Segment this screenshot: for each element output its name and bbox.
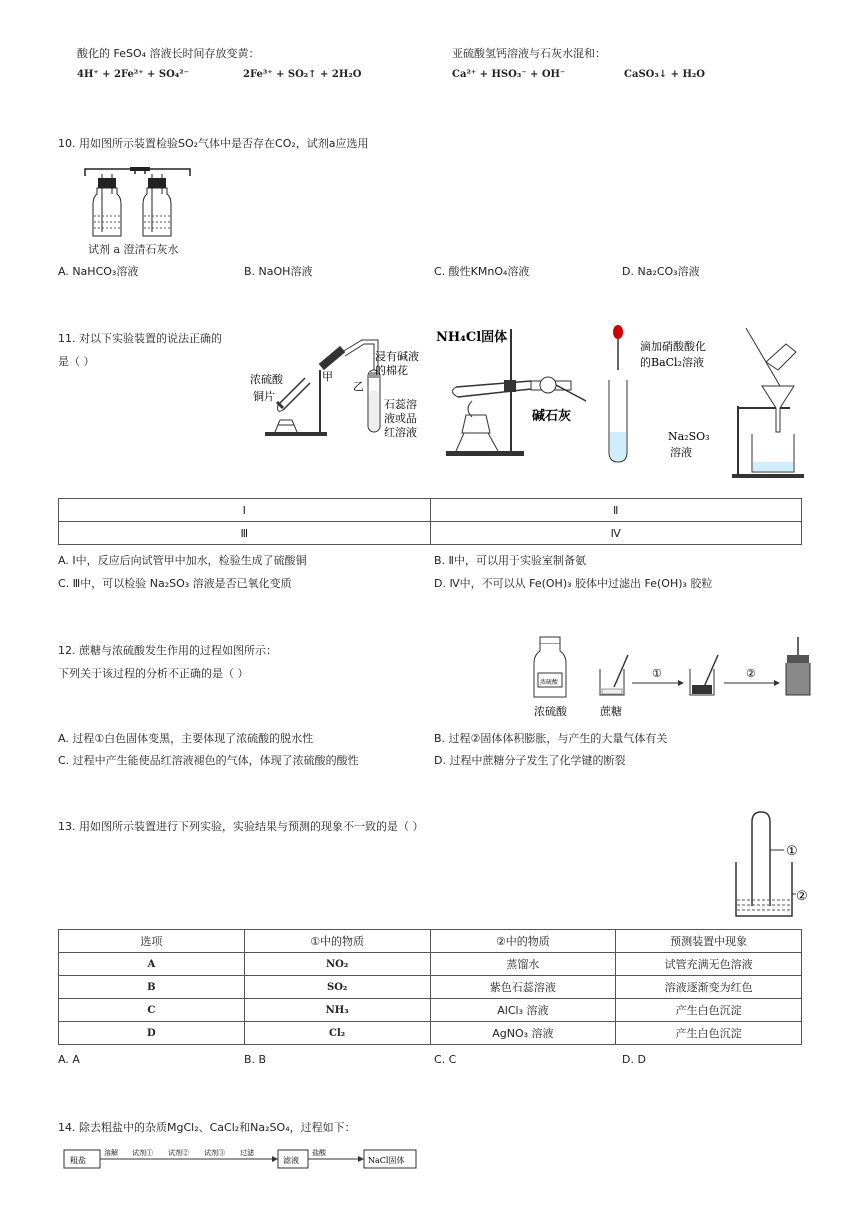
q13-option-d[interactable]: D. D xyxy=(622,1053,646,1066)
fig1-label-sol1: 石蕊溶 xyxy=(384,398,417,411)
q14-stem: 14. 除去粗盐中的杂质MgCl₂、CaCl₂和Na₂SO₄，过程如下： xyxy=(58,1121,356,1134)
q13-experiment-table xyxy=(58,929,802,1045)
q12-bottle-label: 浓硫酸 xyxy=(540,679,559,686)
q13-mark-2: ② xyxy=(796,889,808,904)
q13-option-c[interactable]: C. C xyxy=(434,1053,457,1066)
q12-sugar-acid-process-figure xyxy=(528,633,814,721)
q10-option-a[interactable]: A. NaHCO₃溶液 xyxy=(58,265,139,278)
q12-sub: 下列关于该过程的分析不正确的是（ ） xyxy=(58,667,249,680)
q13-inverted-tube-figure xyxy=(730,810,814,920)
q13-cell: Cl₂ xyxy=(244,1022,430,1045)
q13-cell: D xyxy=(59,1022,245,1045)
table-row xyxy=(59,999,802,1022)
left-reaction-title: 酸化的 FeSO₄ 溶液长时间存放变黄： xyxy=(77,47,260,60)
right-equation-rhs: CaSO₃↓ + H₂O xyxy=(624,69,706,80)
q13-cell: A xyxy=(59,953,245,976)
fig1-label-cotton2: 的棉花 xyxy=(375,364,408,377)
fig1-label-cotton1: 浸有碱液 xyxy=(375,350,419,363)
q11-figure-3-sulfite-test xyxy=(600,320,725,470)
q14-step-filter: 过滤 xyxy=(240,1149,254,1157)
q13-table-header-row xyxy=(59,930,802,953)
q11-table-row xyxy=(59,499,802,522)
q14-step-dissolve: 溶解 xyxy=(104,1149,118,1157)
q11-option-c[interactable]: C. Ⅲ中，可以检验 Na₂SO₃ 溶液是否已氧化变质 xyxy=(58,577,292,590)
q12-option-d[interactable]: D. 过程中蔗糖分子发生了化学键的断裂 xyxy=(434,754,626,767)
q13-cell: B xyxy=(59,976,245,999)
table-row xyxy=(59,1022,802,1045)
q12-step2: ② xyxy=(746,667,756,680)
q13-cell: 蒸馏水 xyxy=(430,953,616,976)
q13-cell: NO₂ xyxy=(244,953,430,976)
fig2-label-lime: 碱石灰 xyxy=(532,409,572,424)
q14-step-reagent3: 试剂③ xyxy=(204,1149,225,1157)
fig3-label-top2: 的BaCl₂溶液 xyxy=(640,356,704,369)
q10-option-c[interactable]: C. 酸性KMnO₄溶液 xyxy=(434,265,530,278)
q11-table-cell: Ⅱ xyxy=(430,499,802,522)
q11-table-cell: Ⅲ xyxy=(59,522,431,545)
q13-mark-1: ① xyxy=(786,844,798,859)
q13-cell: SO₂ xyxy=(244,976,430,999)
q11-figure-2-ammonia-preparation xyxy=(436,325,596,460)
q12-option-a[interactable]: A. 过程①白色固体变黑，主要体现了浓硫酸的脱水性 xyxy=(58,732,314,745)
q14-step-reagent1: 试剂① xyxy=(132,1149,153,1157)
q13-cell: 试管充满无色溶液 xyxy=(616,953,802,976)
q12-option-b[interactable]: B. 过程②固体体积膨胀，与产生的大量气体有关 xyxy=(434,732,668,745)
fig1-label-sol2: 液或品 xyxy=(384,412,417,425)
q12-label-acid: 浓硫酸 xyxy=(534,705,567,718)
q12-step1: ① xyxy=(652,667,662,680)
q12-option-c[interactable]: C. 过程中产生能使品红溶液褪色的气体，体现了浓硫酸的酸性 xyxy=(58,754,359,767)
q10-figure-caption: 试剂 a 澄清石灰水 xyxy=(88,243,179,256)
q13-header-substance1: ①中的物质 xyxy=(244,930,430,953)
q12-stem: 12. 蔗糖与浓硫酸发生作用的过程如图所示： xyxy=(58,644,277,657)
q13-cell: 产生白色沉淀 xyxy=(616,1022,802,1045)
q10-stem: 10. 用如图所示装置检验SO₂气体中是否存在CO₂，试剂a应选用 xyxy=(58,137,369,150)
table-row xyxy=(59,976,802,999)
q10-option-d[interactable]: D. Na₂CO₃溶液 xyxy=(622,265,700,278)
q11-option-a[interactable]: A. Ⅰ中，反应后向试管甲中加水，检验生成了硫酸铜 xyxy=(58,554,307,567)
fig3-label-bot2: 溶液 xyxy=(670,446,692,459)
q13-header-phenomenon: 预测装置中现象 xyxy=(616,930,802,953)
fig1-label-yi: 乙 xyxy=(353,380,364,393)
q11-figure-1-copper-sulfuric-acid xyxy=(250,330,425,445)
q11-stem-line2: 是（ ） xyxy=(58,355,95,368)
fig1-label-sol3: 红溶液 xyxy=(384,426,417,439)
q13-option-b[interactable]: B. B xyxy=(244,1053,267,1066)
q14-box-nacl-solid: NaCl固体 xyxy=(368,1156,405,1165)
q13-cell: AgNO₃ 溶液 xyxy=(430,1022,616,1045)
q14-step-reagent2: 试剂② xyxy=(168,1149,189,1157)
q12-label-sugar: 蔗糖 xyxy=(600,705,622,718)
q13-cell: 紫色石蕊溶液 xyxy=(430,976,616,999)
q13-cell: 溶液逐渐变为红色 xyxy=(616,976,802,999)
q13-cell: AlCl₃ 溶液 xyxy=(430,999,616,1022)
left-equation-rhs: 2Fe³⁺ + SO₂↑ + 2H₂O xyxy=(243,69,362,80)
q11-roman-label-table xyxy=(58,498,802,545)
fig1-label-acid: 浓硫酸 xyxy=(250,373,283,386)
right-equation-lhs: Ca²⁺ + HSO₃⁻ + OH⁻ xyxy=(452,69,566,80)
q11-figure-4-filtration xyxy=(730,322,810,482)
q11-table-cell: Ⅰ xyxy=(59,499,431,522)
q13-stem: 13. 用如图所示装置进行下列实验，实验结果与预测的现象不一致的是（ ） xyxy=(58,820,424,833)
q10-option-b[interactable]: B. NaOH溶液 xyxy=(244,265,313,278)
left-equation-lhs: 4H⁺ + 2Fe²⁺ + SO₄²⁻ xyxy=(77,69,189,80)
q13-cell: NH₃ xyxy=(244,999,430,1022)
q11-table-row xyxy=(59,522,802,545)
q13-cell: C xyxy=(59,999,245,1022)
q14-box-filtrate: 滤液 xyxy=(283,1156,299,1165)
q13-header-option: 选项 xyxy=(59,930,245,953)
q13-cell: 产生白色沉淀 xyxy=(616,999,802,1022)
q13-option-a[interactable]: A. A xyxy=(58,1053,80,1066)
q10-gas-washing-bottles-figure xyxy=(80,164,200,259)
q14-step-hcl: 盐酸 xyxy=(312,1149,326,1157)
fig3-label-top1: 滴加硝酸酸化 xyxy=(640,340,706,353)
q11-option-b[interactable]: B. Ⅱ中，可以用于实验室制备氨 xyxy=(434,554,586,567)
q14-box-crude-salt: 粗盐 xyxy=(70,1156,86,1165)
fig1-label-copper: 铜片 xyxy=(253,390,275,403)
q11-stem-line1: 11. 对以下实验装置的说法正确的 xyxy=(58,332,222,345)
fig2-label-nh4cl: NH₄Cl固体 xyxy=(436,330,508,345)
q13-header-substance2: ②中的物质 xyxy=(430,930,616,953)
fig3-label-bot1: Na₂SO₃ xyxy=(668,430,710,443)
right-reaction-title: 亚硫酸氢钙溶液与石灰水混和： xyxy=(452,47,606,60)
fig1-label-jia: 甲 xyxy=(322,370,333,383)
q14-flowchart xyxy=(62,1144,422,1174)
table-row xyxy=(59,953,802,976)
q11-option-d[interactable]: D. Ⅳ中，不可以从 Fe(OH)₃ 胶体中过滤出 Fe(OH)₃ 胶粒 xyxy=(434,577,713,590)
q11-table-cell: Ⅳ xyxy=(430,522,802,545)
